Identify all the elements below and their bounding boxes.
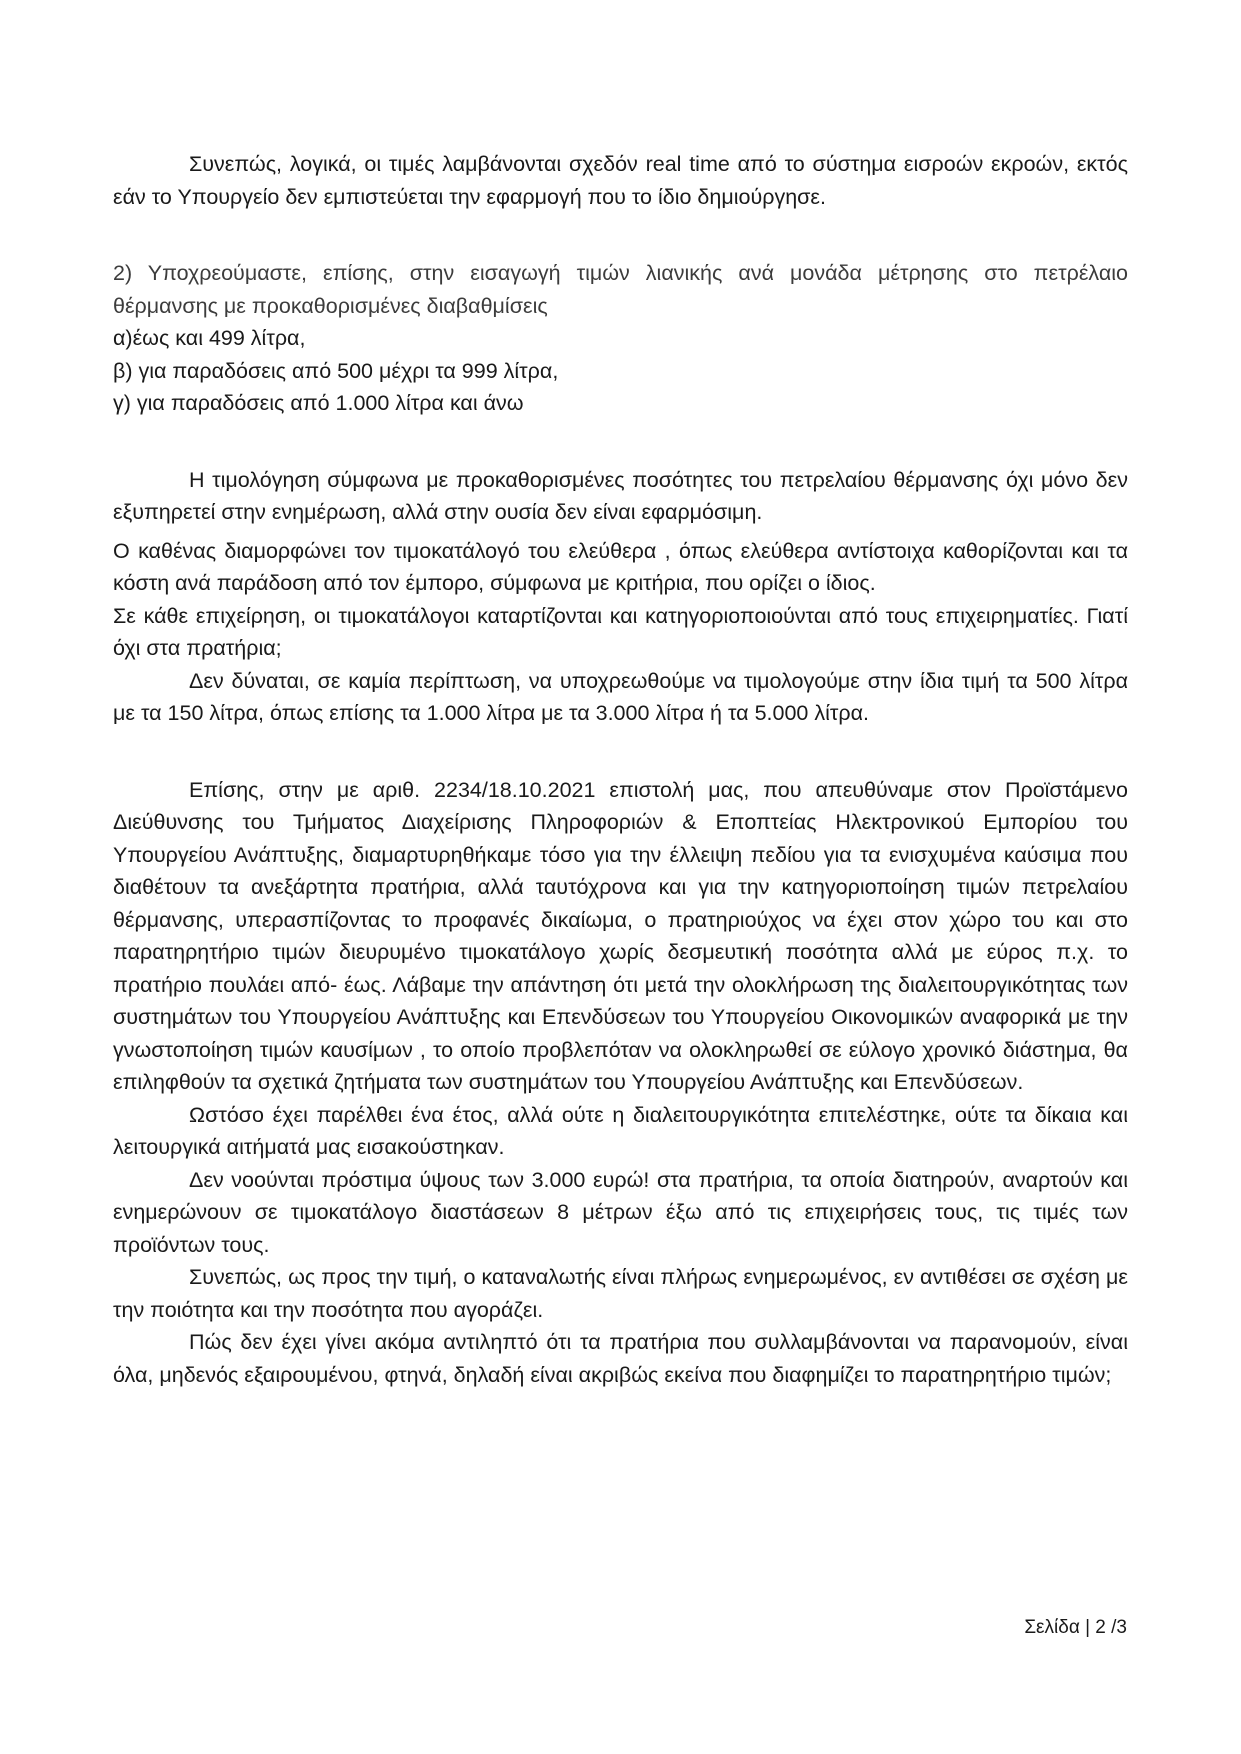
paragraph-pricing-quantities: Η τιμολόγηση σύμφωνα με προκαθορισμένες ποσότητες του πετρελαίου θέρμανσης όχι μόνο δεν εξυπηρετεί στην ενημέρωση, αλλά στην ουσία δεν είναι εφαρμόσιμη.	[113, 467, 1128, 524]
paragraph-businesses-pricelists: Σε κάθε επιχείρηση, οι τιμοκατάλογοι καταρτίζονται και κατηγοριοποιούνται από τους επιχειρηματίες. Γιατί όχι στα πρατήρια;	[113, 603, 1128, 660]
paragraph-heating-oil-obligation: 2) Υποχρεούμαστε, επίσης, στην εισαγωγή τιμών λιανικής ανά μονάδα μέτρησης στο πετρέλαιο θέρμανσης με προκαθορισμένες διαβαθμίσεις	[113, 261, 1128, 318]
list-item-b: β) για παραδόσεις από 500 μέχρι τα 999 λίτρα,	[113, 358, 559, 383]
paragraph-same-price-obligation: Δεν δύναται, σε καμία περίπτωση, να υποχρεωθούμε να τιμολογούμε στην ίδια τιμή τα 500 λίτρα με τα 150 λίτρα, όπως επίσης τα 1.000 λίτρα με τα 3.000 λίτρα ή τα 5.000 λίτρα.	[113, 668, 1128, 725]
page-number: Σελίδα | 2 /3	[1024, 1617, 1127, 1638]
paragraph-cheap-stations: Πώς δεν έχει γίνει ακόμα αντιληπτό ότι τα πρατήρια που συλλαμβάνονται να παρανομούν, είναι όλα, μηδενός εξαιρουμένου, φτηνά, δηλαδή είναι ακριβώς εκείνα που διαφημίζει το παρατηρητήριο τιμών;	[113, 1330, 1128, 1387]
paragraph-letter-reference: Επίσης, στην με αριθ. 2234/18.10.2021 επιστολή μας, που απευθύναμε στον Προϊστάμενο Διεύθυνσης του Τμήματος Διαχείρισης Πληροφοριών & Εποπτείας Ηλεκτρονικού Εμπορίου του Υπουργείου Ανάπτυξης, διαμαρτυρηθήκαμε τόσο για την έλλειψη πεδίου για τα ενισχυμένα καύσιμα που διαθέτουν τα ανεξάρτητα πρατήρια, αλλά ταυτόχρονα και για την κατηγοριοποίηση τιμών πετρελαίου θέρμανσης, υπερασπίζοντας το προφανές δικαίωμα, ο πρατηριούχος να έχει στον χώρο του και στο παρατηρητήριο τιμών διευρυμένο τιμοκατάλογο χωρίς δεσμευτική ποσότητα αλλά με εύρος π.χ. το πρατήριο πουλάει από- έως. Λάβαμε την απάντηση ότι μετά την ολοκλήρωση της διαλειτουργικότητας των συστημάτων του Υπουργείου Ανάπτυξης και Επενδύσεων του Υπουργείου Οικονομικών αναφορικά με την γνωστοποίηση τιμών καυσίμων , το οποίο προβλεπόταν να ολοκληρωθεί σε εύλογο χρονικό διάστημα, θα επιληφθούν τα σχετικά ζητήματα των συστημάτων του Υπουργείου Ανάπτυξης και Επενδύσεων.	[113, 777, 1128, 1094]
paragraph-real-time-prices: Συνεπώς, λογικά, οι τιμές λαμβάνονται σχεδόν real time από το σύστημα εισροών εκροών, εκτός εάν το Υπουργείο δεν εμπιστεύεται την εφαρμογή που το ίδιο δημιούργησε.	[113, 152, 1128, 209]
paragraph-year-passed: Ωστόσο έχει παρέλθει ένα έτος, αλλά ούτε η διαλειτουργικότητα επιτελέστηκε, ούτε τα δίκαια και λειτουργικά αιτήματά μας εισακούστηκαν.	[113, 1102, 1128, 1159]
list-item-a: α)έως και 499 λίτρα,	[113, 326, 306, 350]
document-body	[113, 148, 1128, 1391]
paragraph-fines: Δεν νοούνται πρόστιμα ύψους των 3.000 ευρώ! στα πρατήρια, τα οποία διατηρούν, αναρτούν και ενημερώνουν σε τιμοκατάλογο διαστάσεων 8 μέτρων έξω από τις επιχειρήσεις τους, τις τιμές των προϊόντων τους.	[113, 1167, 1128, 1257]
paragraph-free-pricelist: Ο καθένας διαμορφώνει τον τιμοκατάλογό του ελεύθερα , όπως ελεύθερα αντίστοιχα καθορίζονται και τα κόστη ανά παράδοση από τον έμπορο, σύμφωνα με κριτήρια, που ορίζει ο ίδιος.	[113, 538, 1128, 595]
paragraph-consumer-informed: Συνεπώς, ως προς την τιμή, ο καταναλωτής είναι πλήρως ενημερωμένος, εν αντιθέσει σε σχέση με την ποιότητα και την ποσότητα που αγοράζει.	[113, 1265, 1128, 1322]
list-item-c: γ) για παραδόσεις από 1.000 λίτρα και άνω	[113, 391, 524, 415]
